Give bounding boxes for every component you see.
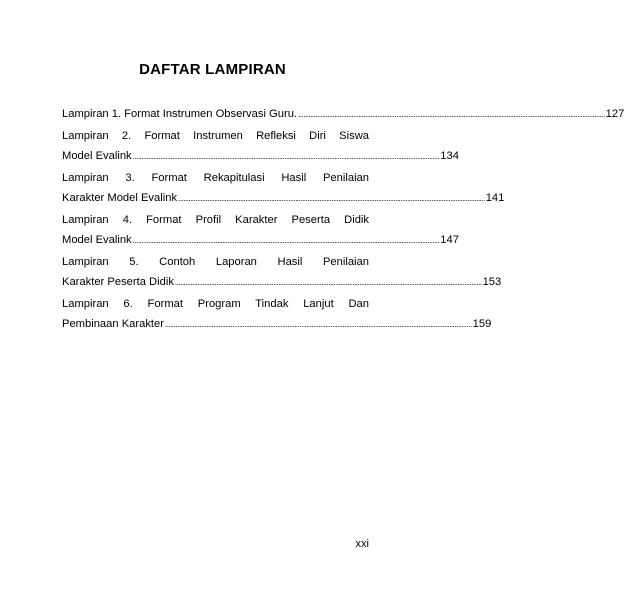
dot-leader: .................................................................................................................................................................................. [132, 152, 440, 161]
dot-leader: .................................................................................................................................................................................. [298, 110, 605, 119]
toc-entry-4-line-2: Model Evalink [62, 234, 132, 246]
toc-entry-6-line-2: Pembinaan Karakter [62, 318, 164, 330]
toc-entry-1-text: Lampiran 1. Format Instrumen Observasi Guru. [62, 108, 298, 120]
toc-entry-4[interactable] [62, 210, 459, 252]
toc-entry-2-line-1: Lampiran 2. Format Instrumen Refleksi Diri Siswa [62, 129, 369, 142]
toc-entry-1-page: 127 [605, 108, 624, 120]
toc-entry-2-page: 134 [440, 150, 459, 162]
toc-entry-5[interactable] [62, 252, 502, 294]
toc-entry-2[interactable] [62, 126, 459, 168]
toc-entry-3-line-1: Lampiran 3. Format Rekapitulasi Hasil Penilaian [62, 171, 369, 184]
dot-leader: .................................................................................................................................................................................. [132, 236, 440, 245]
dot-leader: .................................................................................................................................................................................. [165, 320, 472, 329]
toc-entry-6[interactable] [62, 294, 492, 336]
toc-entry-3-line-2: Karakter Model Evalink [62, 192, 178, 204]
appendix-list [62, 104, 624, 336]
toc-entry-5-line-2: Karakter Peserta Didik [62, 276, 174, 288]
toc-entry-2-line-2: Model Evalink [62, 150, 132, 162]
toc-entry-3-page: 141 [485, 192, 505, 204]
page-number: xxi [355, 538, 369, 550]
dot-leader: .................................................................................................................................................................................. [174, 278, 482, 287]
page-title: DAFTAR LAMPIRAN [139, 61, 286, 78]
toc-entry-3[interactable] [62, 168, 505, 210]
toc-entry-1[interactable] [62, 104, 624, 126]
dot-leader: .................................................................................................................................................................................. [178, 194, 485, 203]
toc-entry-6-line-1: Lampiran 6. Format Program Tindak Lanjut Dan [62, 297, 369, 310]
toc-entry-6-page: 159 [472, 318, 492, 330]
toc-entry-4-line-1: Lampiran 4. Format Profil Karakter Peserta Didik [62, 213, 369, 226]
toc-entry-5-line-1: Lampiran 5. Contoh Laporan Hasil Penilaian [62, 255, 369, 268]
toc-entry-5-page: 153 [482, 276, 502, 288]
toc-entry-4-page: 147 [440, 234, 459, 246]
